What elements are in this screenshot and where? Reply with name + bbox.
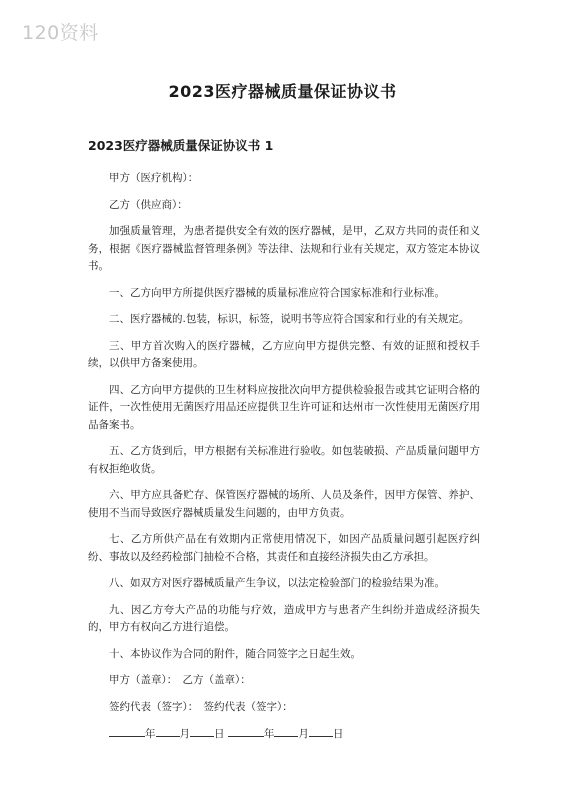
year-label-a: 年 xyxy=(145,728,156,740)
seal-line: 甲方（盖章）： 乙方（盖章）： xyxy=(109,674,251,686)
clause-9: 九、因乙方夸大产品的功能与疗效，造成甲方与患者产生纠纷并造成经济损失的，甲方有权向乙方进行追偿。 xyxy=(88,603,480,633)
year-label-b: 年 xyxy=(263,728,275,740)
paragraph-intro: 加强质量管理，为患者提供安全有效的医疗器械，是甲，乙双方共同的责任和义务，根据《医疗器械监督管理条例》等法律、法规和行业有关规定，双方签定本协议书。 xyxy=(88,225,480,272)
day-blank-b xyxy=(309,725,333,737)
clause-10: 十、本协议作为合同的附件，随合同签字之日起生效。 xyxy=(109,647,361,660)
watermark-logo: 120资料 xyxy=(22,22,99,44)
paragraph-party-a: 甲方（医疗机构）： xyxy=(109,172,199,184)
clause-3: 三、甲方首次购入的医疗器械，乙方应向甲方提供完整、有效的证照和授权手续，以供甲方备案使用。 xyxy=(88,339,480,369)
day-blank-a xyxy=(190,725,214,737)
clause-6: 六、甲方应具备贮存、保管医疗器械的场所、人员及条件，因甲方保管、养护、使用不当而导致医疗器械质量发生问题的，由甲方负责。 xyxy=(88,489,480,519)
day-label-b: 日 xyxy=(332,728,344,740)
clause-2: 二、医疗器械的.包装，标识，标签，说明书等应符合国家和行业的有关规定。 xyxy=(109,313,470,325)
clause-4: 四、乙方向甲方提供的卫生材料应按批次向甲方提供检验报告或其它证明合格的证件，一次性使用无菌医疗用品还应提供卫生许可证和达州市一次性使用无菌医疗用品备案书。 xyxy=(88,383,480,431)
month-blank-a xyxy=(156,725,180,737)
month-blank-b xyxy=(274,725,298,737)
document-title: 2023医疗器械质量保证协议书 xyxy=(168,82,397,101)
section-title: 2023医疗器械质量保证协议书 1 xyxy=(88,138,274,153)
year-blank-a xyxy=(109,725,145,737)
month-label-a: 月 xyxy=(179,728,190,740)
day-label-a: 日 xyxy=(214,728,225,740)
document-body xyxy=(88,170,480,753)
signature-line: 签约代表（签字）： 签约代表（签字）： xyxy=(109,700,293,713)
clause-5: 五、乙方货到后，甲方根据有关标准进行验收。如包装破损、产品质量问题甲方有权拒绝收货。 xyxy=(88,445,480,475)
clause-8: 八、如双方对医疗器械质量产生争议，以法定检验部门的检验结果为准。 xyxy=(109,577,445,589)
clause-7: 七、乙方所供产品在有效期内正常使用情况下，如因产品质量问题引起医疗纠纷、事故以及经药检部门抽检不合格，其责任和直接经济损失由乙方承担。 xyxy=(88,533,480,563)
paragraph-party-b: 乙方（供应商）： xyxy=(109,198,188,211)
clause-1: 一、乙方向甲方所提供医疗器械的质量标准应符合国家标准和行业标准。 xyxy=(109,286,445,299)
date-line xyxy=(88,725,480,744)
month-label-b: 月 xyxy=(298,728,309,740)
year-blank-b xyxy=(228,725,264,737)
